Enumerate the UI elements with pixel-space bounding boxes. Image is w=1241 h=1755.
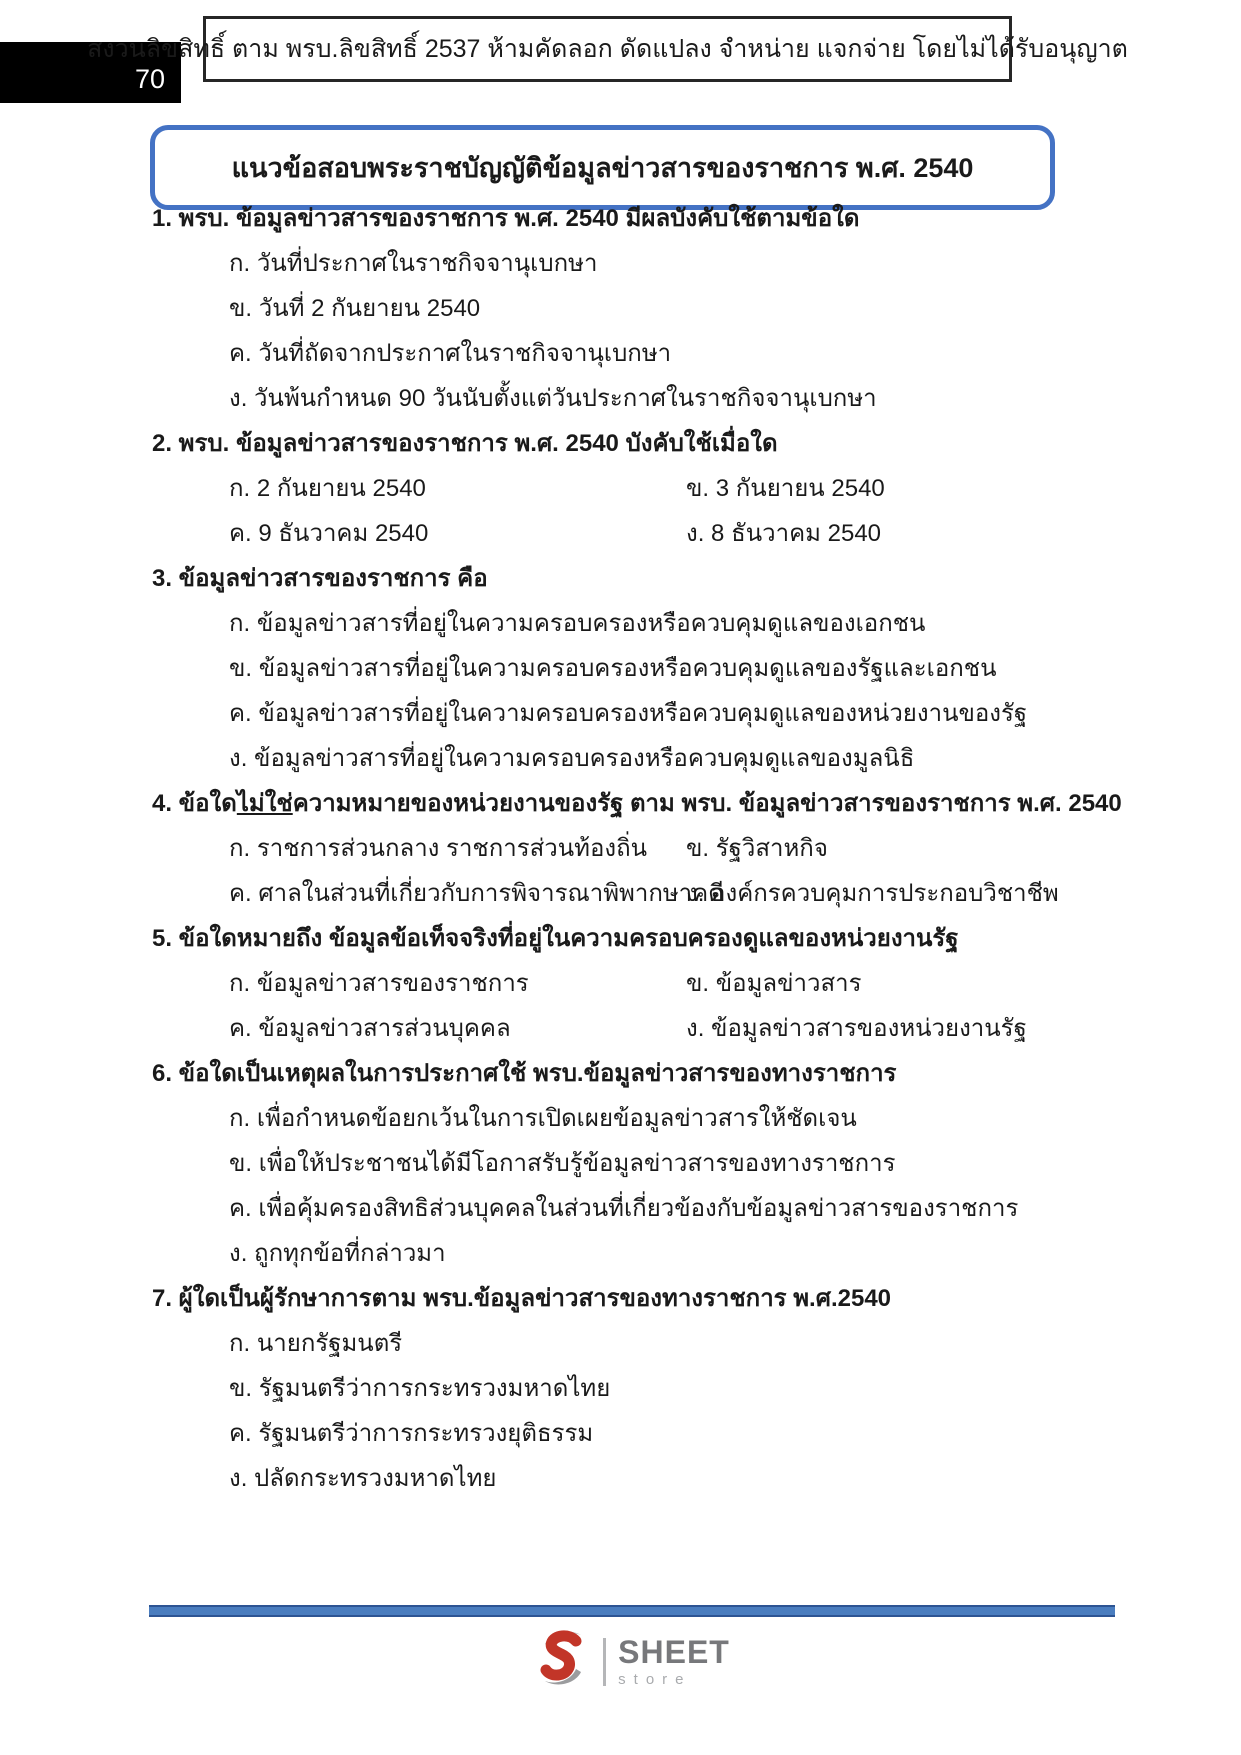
question-6 <box>152 1051 1117 1276</box>
answer-option: ง. องค์กรควบคุมการประกอบวิชาชีพ <box>686 880 1059 907</box>
question-7 <box>152 1276 1117 1501</box>
option-row <box>152 466 1117 511</box>
question-1 <box>152 196 1117 421</box>
answer-option: ก. นายกรัฐมนตรี <box>229 1330 403 1357</box>
question-4 <box>152 781 1122 916</box>
question-heading: 5. ข้อใดหมายถึง ข้อมูลข้อเท็จจริงที่อยู่ในความครอบครองดูแลของหน่วยงานรัฐ <box>152 925 959 952</box>
answer-option: ค. ข้อมูลข่าวสารส่วนบุคคล <box>229 1015 511 1042</box>
sheet-store-s-icon <box>535 1628 591 1695</box>
answer-option: ข. รัฐวิสาหกิจ <box>686 835 828 862</box>
answer-option: ก. เพื่อกำหนดข้อยกเว้นในการเปิดเผยข้อมูลข่าวสารให้ชัดเจน <box>229 1105 857 1132</box>
answer-option: ง. ข้อมูลข่าวสารของหน่วยงานรัฐ <box>686 1015 1027 1042</box>
answer-option: ก. ข้อมูลข่าวสารของราชการ <box>229 970 529 997</box>
answer-option: ง. 8 ธันวาคม 2540 <box>686 520 882 547</box>
option-row <box>152 871 1117 916</box>
question-2 <box>152 421 1117 556</box>
option-row <box>152 1006 1117 1051</box>
question-heading-suffix: ความหมายของหน่วยงานของรัฐ ตาม พรบ. ข้อมูลข่าวสารของราชการ พ.ศ. 2540 <box>292 790 1122 817</box>
option-row <box>152 826 1117 871</box>
answer-option: ก. วันที่ประกาศในราชกิจจานุเบกษา <box>229 250 598 277</box>
question-heading: 6. ข้อใดเป็นเหตุผลในการประกาศใช้ พรบ.ข้อมูลข่าวสารของทางราชการ <box>152 1060 897 1087</box>
answer-option: ข. รัฐมนตรีว่าการกระทรวงมหาดไทย <box>229 1375 611 1402</box>
page-number: 70 <box>134 64 165 94</box>
question-heading-underlined: ไม่ใช่ <box>236 790 293 817</box>
answer-option: ค. ศาลในส่วนที่เกี่ยวกับการพิจารณาพิพากษาคดี <box>229 880 724 907</box>
answer-option: ง. ปลัดกระทรวงมหาดไทย <box>229 1465 497 1492</box>
question-3 <box>152 556 1117 781</box>
question-heading: 2. พรบ. ข้อมูลข่าวสารของราชการ พ.ศ. 2540 บังคับใช้เมื่อใด <box>152 430 778 457</box>
answer-option: ข. 3 กันยายน 2540 <box>686 475 885 502</box>
answer-option: ข. ข้อมูลข่าวสารที่อยู่ในความครอบครองหรือควบคุมดูแลของรัฐและเอกชน <box>229 655 997 682</box>
answer-option: ค. รัฐมนตรีว่าการกระทรวงยุติธรรม <box>229 1420 594 1447</box>
answer-option: ง. ถูกทุกข้อที่กล่าวมา <box>229 1240 446 1267</box>
answer-option: ค. ข้อมูลข่าวสารที่อยู่ในความครอบครองหรือควบคุมดูแลของหน่วยงานของรัฐ <box>229 700 1028 727</box>
question-heading-prefix: 4. ข้อใด <box>152 790 237 817</box>
answer-option: ก. ราชการส่วนกลาง ราชการส่วนท้องถิ่น <box>229 835 648 862</box>
copyright-text: สงวนลิขสิทธิ์ ตาม พรบ.ลิขสิทธิ์ 2537 ห้ามคัดลอก ดัดแปลง จำหน่าย แจกจ่าย โดยไม่ได้รับอนุญาต <box>87 35 1128 63</box>
logo-divider <box>603 1638 606 1686</box>
logo-brand: SHEET <box>618 1634 730 1670</box>
footer-divider-line <box>149 1605 1115 1617</box>
answer-option: ก. ข้อมูลข่าวสารที่อยู่ในความครอบครองหรือควบคุมดูแลของเอกชน <box>229 610 926 637</box>
question-heading <box>152 781 1122 826</box>
answer-option: ข. ข้อมูลข่าวสาร <box>686 970 862 997</box>
answer-option: ข. วันที่ 2 กันยายน 2540 <box>229 295 481 322</box>
answer-option: ง. วันพ้นกำหนด 90 วันนับตั้งแต่วันประกาศในราชกิจจานุเบกษา <box>229 385 877 412</box>
answer-option: ค. วันที่ถัดจากประกาศในราชกิจจานุเบกษา <box>229 340 672 367</box>
questions-section <box>152 196 1122 1501</box>
page-title: แนวข้อสอบพระราชบัญญัติข้อมูลข่าวสารของราชการ พ.ศ. 2540 <box>231 153 974 183</box>
question-heading: 1. พรบ. ข้อมูลข่าวสารของราชการ พ.ศ. 2540 มีผลบังคับใช้ตามข้อใด <box>152 205 860 232</box>
answer-option: ข. เพื่อให้ประชาชนได้มีโอกาสรับรู้ข้อมูลข่าวสารของทางราชการ <box>229 1150 896 1177</box>
option-row <box>152 511 1117 556</box>
logo-text <box>618 1636 730 1687</box>
logo-subtitle: store <box>618 1671 692 1688</box>
answer-option: ง. ข้อมูลข่าวสารที่อยู่ในความครอบครองหรือควบคุมดูแลของมูลนิธิ <box>229 745 915 772</box>
question-heading: 3. ข้อมูลข่าวสารของราชการ คือ <box>152 565 488 592</box>
answer-option: ค. เพื่อคุ้มครองสิทธิส่วนบุคคลในส่วนที่เกี่ยวข้องกับข้อมูลข่าวสารของราชการ <box>229 1195 1019 1222</box>
question-heading: 7. ผู้ใดเป็นผู้รักษาการตาม พรบ.ข้อมูลข่าวสารของทางราชการ พ.ศ.2540 <box>152 1285 892 1312</box>
answer-option: ก. 2 กันยายน 2540 <box>229 475 426 502</box>
question-5 <box>152 916 1117 1051</box>
answer-option: ค. 9 ธันวาคม 2540 <box>229 520 429 547</box>
sheet-store-logo <box>150 1628 1115 1695</box>
option-row <box>152 961 1117 1006</box>
